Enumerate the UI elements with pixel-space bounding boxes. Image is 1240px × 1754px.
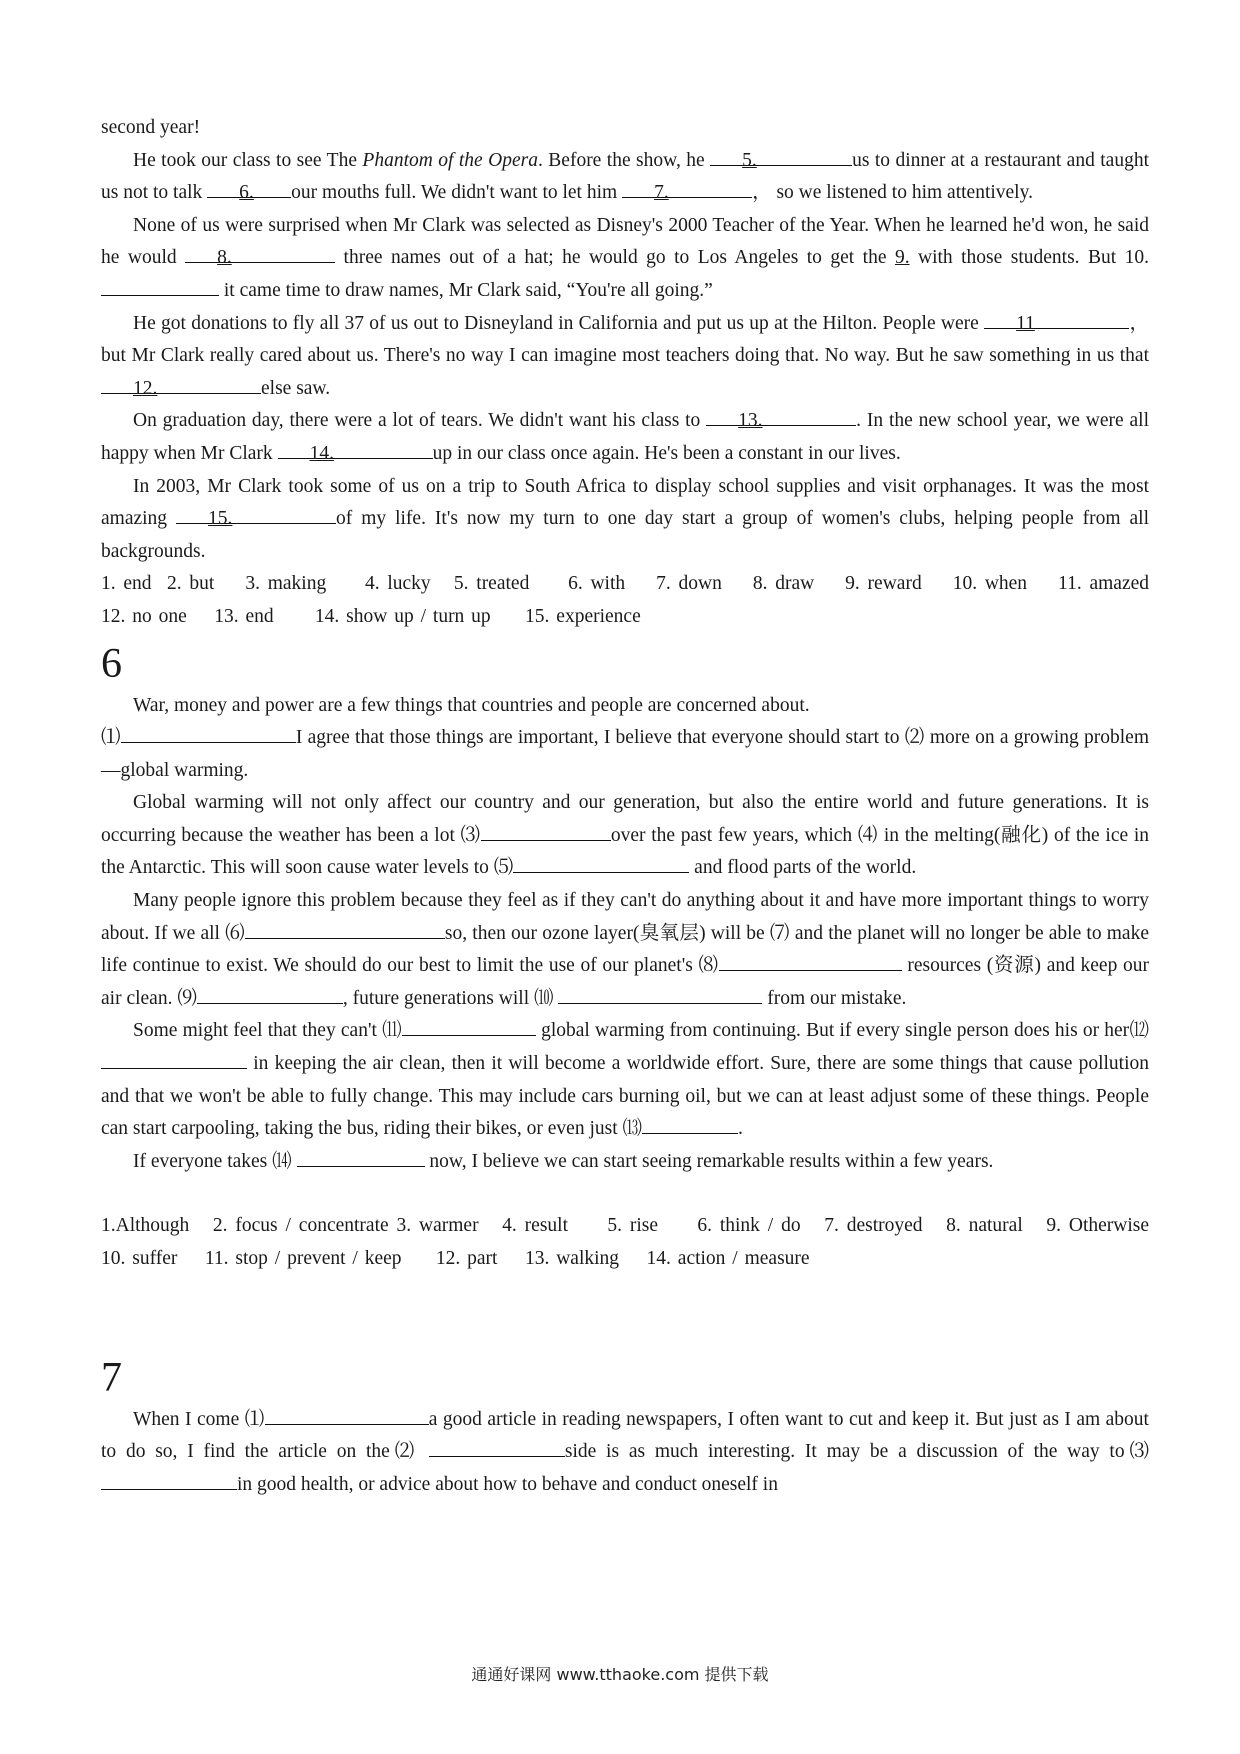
sec6-paragraph-2: Global warming will not only affect our country and our generation, but also the entire world and future generations. It is occurring because the weather has been a lot ⑶ over the past few years, which ⑷ in the melting(融化) of the ice in the Antarctic. This will soon cause water levels to ⑸ and flood parts of the world. — [101, 792, 1150, 879]
blank-6-10[interactable] — [558, 983, 762, 1004]
blank-6-8[interactable] — [719, 950, 902, 971]
blank-6-6[interactable] — [245, 918, 445, 939]
blank-7-2[interactable] — [429, 1436, 565, 1457]
blank-8[interactable]: 8. — [185, 242, 335, 263]
blank-13[interactable]: 13. — [706, 405, 856, 426]
sec5-paragraph-5: In 2003, Mr Clark took some of us on a trip to South Africa to display school supplies and visit orphanages. It was the most amazing 15. of my life. It's now my turn to one day start a group of women's clubs, helping people from all backgrounds. — [101, 475, 1149, 562]
blank-6-13[interactable] — [642, 1113, 738, 1134]
blank-6-9[interactable] — [197, 983, 343, 1004]
blank-14[interactable]: 14. — [278, 438, 433, 459]
blank-6-3[interactable] — [481, 820, 611, 841]
sec6-paragraph-3: Many people ignore this problem because they feel as if they can't do anything about it and have more important things to worry about. If we all ⑹ so, then our ozone layer(臭氧层) will be ⑺ and the planet will no longer be able to make life continue to exist. We should do our best to limit the use of our planet's ⑻ resources (资源) and keep our air clean. ⑼ , future generations will ⑽ from our mistake. — [101, 890, 1149, 1009]
blank-6-5[interactable] — [513, 852, 689, 873]
blank-7-3[interactable] — [101, 1469, 237, 1490]
blank-15[interactable]: 15. — [176, 503, 336, 524]
blank-9[interactable]: 9. — [894, 247, 910, 269]
spacer — [101, 1178, 1149, 1210]
blank-12[interactable]: 12. — [101, 373, 261, 394]
sec5-paragraph-1: He took our class to see The Phantom of the Opera. Before the show, he 5. us to dinner at a restaurant and taught us not to talk 6. our mouths full. We didn't want to let him 7. ， so we listened to him attentively. — [101, 145, 1149, 210]
sec6-paragraph-4: Some might feel that they can't ⑾ global warming from continuing. But if every single person does his or her⑿ in keeping the air clean, then it will become a worldwide effort. Sure, there are some things that cause pollution and that we won't be able to fully change. This may include cars burning oil, but we can at least adjust some of these things. People can start carpooling, taking the bus, riding their bikes, or even just ⒀ . — [101, 1015, 1149, 1145]
blank-11[interactable]: 11 — [984, 308, 1129, 329]
section-number-7: 7 — [101, 1354, 122, 1401]
section-number-6: 6 — [101, 640, 122, 687]
document-page — [101, 112, 1177, 1501]
sec5-paragraph-3: He got donations to fly all 37 of us out to Disneyland in California and put us up at the Hilton. People were 11 ， but Mr Clark really cared about us. There's no way I can imagine most teachers doing that. No way. But he saw something in us that 12. else saw. — [101, 308, 1149, 406]
sec5-paragraph-2: None of us were surprised when Mr Clark was selected as Disney's 2000 Teacher of the Year. When he learned he'd won, he said he would 8. three names out of a hat; he would go to Los Angeles to get the 9. with those students. But 10. it came time to draw names, Mr Clark said, “You're all going.” — [101, 214, 1150, 301]
blank-6-11[interactable] — [402, 1015, 536, 1036]
sec6-answer-key: 1.Although 2. focus / concentrate 3. warmer 4. result 5. rise 6. think / do 7. destroyed 8. natural 9. Otherwise 10. suffer 11. stop / prevent / keep 12. part 13. walking 14. action / measure — [101, 1215, 1170, 1269]
blank-7[interactable]: 7. — [622, 177, 752, 198]
blank-5[interactable]: 5. — [710, 145, 852, 166]
sec6-paragraph-0: War, money and power are a few things that countries and people are concerned about. — [133, 694, 810, 716]
blank-6-1[interactable] — [121, 722, 296, 743]
sec7-paragraph-1: When I come ⑴ a good article in reading newspapers, I often want to cut and keep it. But just as I am about to do so, I find the article on the⑵ side is as much interesting. It may be a discussion of the way to⑶ in good health, or advice about how to behave and conduct oneself in — [101, 1404, 1149, 1502]
sec5-line0: second year! — [101, 117, 201, 138]
blank-6-12[interactable] — [101, 1048, 247, 1069]
blank-6-14[interactable] — [297, 1146, 425, 1167]
blank-10[interactable] — [101, 275, 219, 296]
blank-6[interactable]: 6. — [207, 177, 291, 198]
blank-7-1[interactable] — [265, 1404, 429, 1425]
sec5-answer-key: 1. end 2. but 3. making 4. lucky 5. treated 6. with 7. down 8. draw 9. reward 10. when 11. amazed 12. no one 13. end 14. show up / turn up 15. experience — [101, 573, 1177, 627]
spacer — [101, 1276, 1149, 1348]
sec5-paragraph-4: On graduation day, there were a lot of tears. We didn't want his class to 13. . In the new school year, we were all happy when Mr Clark 14. up in our class once again. He's been a constant in our lives. — [101, 405, 1149, 470]
sec6-paragraph-5: If everyone takes ⒁ now, I believe we can start seeing remarkable results within a few years. — [101, 1146, 1149, 1179]
page-footer: 通通好课网 www.tthaoke.com 提供下载 — [471, 1665, 769, 1684]
sec6-paragraph-1: ⑴ I agree that those things are important, I believe that everyone should start to ⑵ more on a growing problem—global warming. — [101, 722, 1149, 787]
